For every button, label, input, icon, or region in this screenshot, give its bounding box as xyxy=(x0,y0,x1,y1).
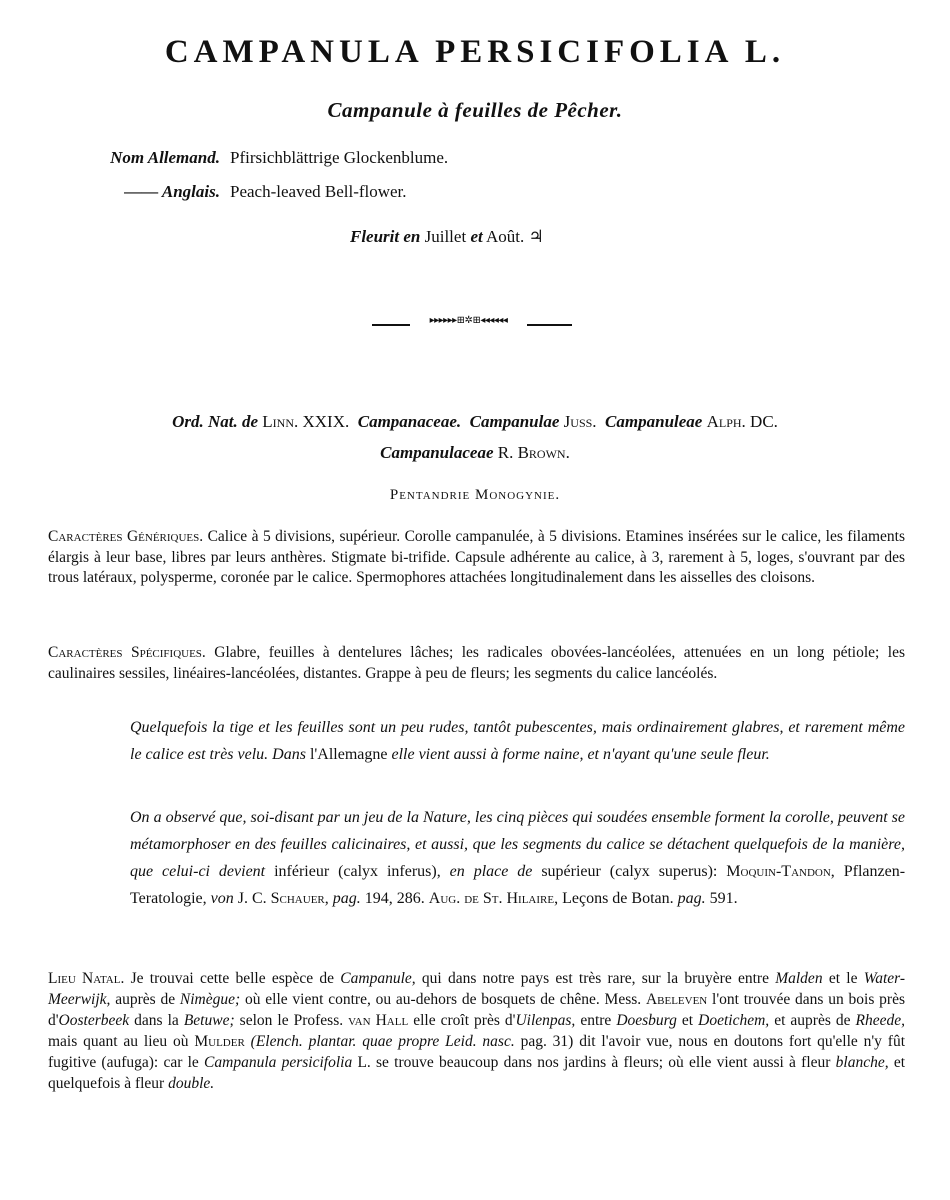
locality-heading: Lieu Natal. xyxy=(48,970,125,987)
loc-text: l'ont trouvée dans un bois près d' xyxy=(48,991,905,1029)
english-name-value: Peach-leaved Bell-flower. xyxy=(230,182,407,201)
species-name: Campanula persicifolia xyxy=(204,1054,353,1071)
specific-characters-heading: Caractères Spécifiques. xyxy=(48,644,206,661)
loc-text: auprès de xyxy=(115,991,176,1008)
cls-family: Campanulaceae xyxy=(380,443,494,462)
cls-family: Campanaceae. xyxy=(357,412,462,431)
loc-text: pag. 31) dit l'avoir vue, nous en doutons fort qu'elle n'y fût fugitive (aufuga): car le xyxy=(48,1033,906,1071)
flowering-word: et xyxy=(470,227,483,246)
loc-text: Je trouvai cette belle espèce de xyxy=(130,970,335,987)
flowering-word: en xyxy=(403,227,421,246)
book-title: Pflanzen-Teratologie, xyxy=(130,863,906,907)
author-name: Aug. de St. Hilaire, xyxy=(428,890,559,907)
place-name: Nimègue; xyxy=(179,991,241,1008)
place-name: Water-Meerwijk, xyxy=(48,970,906,1008)
cls-text: XXIX. xyxy=(302,412,350,431)
place-name: Rheede, xyxy=(855,1012,906,1029)
classification-line-2 xyxy=(0,443,950,463)
variety-note-paragraph xyxy=(130,714,905,768)
loc-text: et auprès de xyxy=(774,1012,851,1029)
cls-authority: Alph. xyxy=(706,412,746,431)
note-text: elle vient aussi à forme naine, et n'ayant qu'une seule fleur. xyxy=(391,746,770,763)
loc-text: où elle vient contre, ou au-dehors de bosquets de chêne. Mess. xyxy=(244,991,642,1008)
cls-text: de xyxy=(241,412,259,431)
place-name: Doetichem, xyxy=(698,1012,770,1029)
generic-characters-paragraph xyxy=(48,527,905,589)
loc-text: selon le Profess. xyxy=(239,1012,344,1029)
page-subtitle: Campanule à feuilles de Pêcher. xyxy=(327,98,623,122)
loc-text: entre xyxy=(580,1012,612,1029)
locality-paragraph xyxy=(48,968,905,1094)
loc-text: L. se trouve beaucoup dans nos jardins à fleurs; où elle vient aussi à fleur xyxy=(357,1054,831,1071)
person-name: van Hall xyxy=(348,1012,409,1029)
metamorphosis-note-paragraph xyxy=(130,804,905,912)
note-text: Quelquefois la tige et les feuilles sont un peu rudes, tantôt pubescentes, mais ordinairement glabres, et rarement même le calice est très velu. Dans xyxy=(130,719,905,763)
note-text: supérieur (calyx superus): xyxy=(541,863,718,880)
loc-term: blanche, xyxy=(835,1054,889,1071)
loc-text: mais quant au lieu où xyxy=(48,1033,189,1050)
note-text: inférieur (calyx inferus), xyxy=(274,863,441,880)
loc-text: elle croît près d' xyxy=(413,1012,516,1029)
cls-authority: R. Brown. xyxy=(497,443,570,462)
place-name: Oosterbeek xyxy=(58,1012,130,1029)
specific-characters-text: Glabre, feuilles à dentelures lâches; les radicales obovées-lancéolées, attenuées en un long pétiole; les caulinaires sessiles, linéaires-lancéolées, distantes. Grappe à peu de fleurs; les segments du calice lancéolés. xyxy=(48,644,905,682)
page-refs: 591. xyxy=(709,890,738,907)
flowering-word: Fleurit xyxy=(350,227,400,246)
place-name: Betuwe; xyxy=(183,1012,235,1029)
flowering-month: Août. xyxy=(486,227,525,246)
loc-term: double. xyxy=(168,1075,215,1092)
perennial-symbol-icon: ♃ xyxy=(528,227,544,246)
book-title: (Elench. plantar. quae propre Leid. nasc. xyxy=(250,1033,515,1050)
person-name: Mulder xyxy=(194,1033,245,1050)
author-name: J. C. Schauer, xyxy=(237,890,329,907)
divider-line-left xyxy=(372,324,410,326)
author-name: Moquin-Tandon, xyxy=(726,863,835,880)
flowering-month: Juillet xyxy=(424,227,467,246)
note-text: en place de xyxy=(449,863,533,880)
page-title: CAMPANULA PERSICIFOLIA L. xyxy=(164,34,786,70)
note-text: von xyxy=(210,890,234,907)
cls-authority: Linn. xyxy=(262,412,299,431)
loc-text: et le xyxy=(828,970,858,987)
cls-text: Ord. Nat. xyxy=(172,412,238,431)
note-text: l'Allemagne xyxy=(309,746,388,763)
ornament-divider xyxy=(372,315,572,332)
loc-text: et xyxy=(681,1012,694,1029)
cls-family: Campanuleae xyxy=(605,412,703,431)
person-name: Abeleven xyxy=(645,991,708,1008)
loc-text: dans la xyxy=(134,1012,179,1029)
book-title: Leçons de Botan. xyxy=(562,890,674,907)
ornament-icon: ▸▸▸▸▸▸⊞✲⊞◂◂◂◂◂◂ xyxy=(429,315,508,326)
place-name: Doesburg xyxy=(616,1012,677,1029)
cls-authority: DC. xyxy=(750,412,778,431)
cls-authority: Juss. xyxy=(563,412,597,431)
specific-characters-paragraph xyxy=(48,643,905,684)
sexual-system-class: Pentandrie Monogynie. xyxy=(389,487,561,503)
cls-family: Campanulae xyxy=(469,412,560,431)
note-text: On a observé que, soi-disant par un jeu de la Nature, les cinq pièces qui soudées ensemble forment la corolle, peuvent se métamorphoser en des feuilles calicinaires, et aussi, que les segments du calice se détachent quelquefois de la manière, que celui-ci devient xyxy=(130,809,905,880)
note-text: pag. xyxy=(677,890,706,907)
german-name-value: Pfirsichblättrige Glockenblume. xyxy=(230,148,449,167)
loc-term: Campanule, xyxy=(340,970,416,987)
page-refs: 194, 286. xyxy=(364,890,425,907)
flowering-period xyxy=(350,227,544,247)
german-name-label: Nom Allemand. xyxy=(110,148,220,167)
english-name-label: —— Anglais. xyxy=(124,182,220,201)
divider-line-right xyxy=(527,324,572,326)
place-name: Uilenpas, xyxy=(515,1012,576,1029)
generic-characters-heading: Caractères Génériques. xyxy=(48,528,204,545)
loc-text: et quelquefois à fleur xyxy=(48,1054,906,1092)
note-text: pag. xyxy=(332,890,361,907)
loc-text: qui dans notre pays est très rare, sur la bruyère entre xyxy=(421,970,769,987)
classification-line-1 xyxy=(0,412,950,432)
place-name: Malden xyxy=(775,970,823,987)
generic-characters-text: Calice à 5 divisions, supérieur. Corolle campanulée, à 5 divisions. Etamines insérées sur le calice, les filaments élargis à leur base, libres par leurs anthères. Stigmate bi-trifide. Capsule adhérente au calice, à 3, rarement à 5, loges, s'ouvrant par des trous latéraux, polysperme, coronée par le calice. Spermophores attachées longitudinalement dans les aisselles des cloisons. xyxy=(48,528,905,586)
